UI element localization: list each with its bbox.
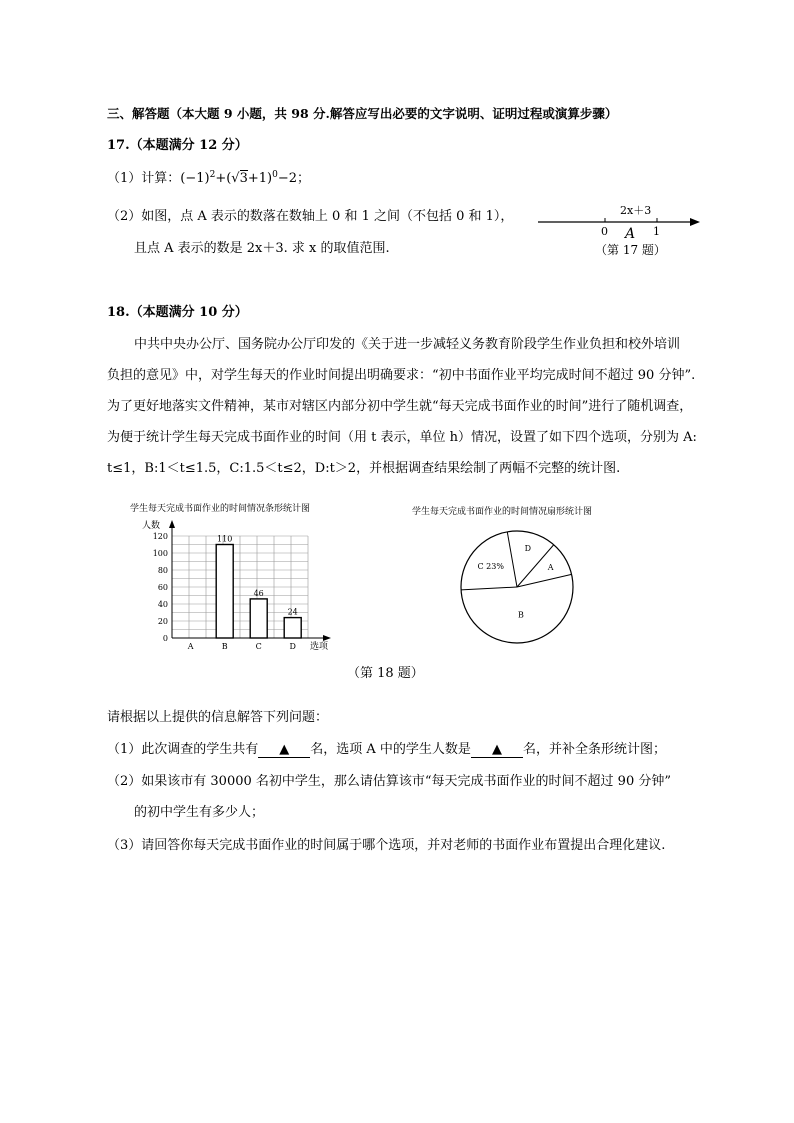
q18-sub2-line2: 的初中学生有多少人； — [134, 805, 265, 820]
q17-sqrt-num: 3 — [239, 171, 248, 186]
pie-label-b: B — [517, 610, 524, 620]
q18-sub1 — [107, 738, 666, 758]
sqrt-sign: √ — [231, 171, 240, 186]
y-tick-label: 120 — [152, 532, 168, 541]
q17-t3: +1) — [247, 171, 273, 186]
tick-label-0: 0 — [601, 225, 608, 238]
y-tick-label: 20 — [157, 617, 168, 626]
q17-figure-caption: （第 17 题） — [595, 243, 666, 257]
bar-chart-ylabel: 人数 — [142, 521, 161, 531]
y-tick-label: 60 — [157, 583, 168, 592]
answer-blank-a[interactable]: ▲ — [471, 743, 523, 758]
q17-t4: −2； — [277, 171, 311, 186]
q18-para-line5: t≤1，B:1＜t≤1.5，C:1.5＜t≤2，D:t＞2，并根据调查结果绘制了两幅不完整的统计图. — [107, 461, 621, 476]
pie-chart — [400, 500, 650, 650]
bar-data-label: 24 — [287, 607, 298, 617]
q17-part2-line2: 且点 A 表示的数是 2x＋3. 求 x 的取值范围. — [134, 241, 390, 256]
x-axis-arrow — [323, 635, 331, 641]
section-heading: 三、解答题（本大题 9 小题，共 98 分.解答应写出必要的文字说明、证明过程或演算步骤） — [107, 106, 618, 121]
q18-sub1-c: 名，并补全条形统计图； — [522, 742, 666, 757]
y-tick-label: 40 — [157, 600, 168, 609]
number-line-figure — [535, 200, 705, 262]
q17-t1: (−1) — [180, 171, 210, 186]
q18-figure-caption: （第 18 题） — [347, 666, 424, 681]
x-tick-label: B — [221, 642, 228, 651]
q18-sub2-line1: （2）如果该市有 30000 名初中学生，那么请估算该市“每天完成书面作业的时间不超过 90 分钟” — [107, 774, 671, 789]
q17-part1-label: （1）计算： — [107, 171, 181, 186]
bar-data-label: 110 — [217, 534, 233, 544]
q18-sub1-a: （1）此次调查的学生共有 — [107, 742, 259, 757]
q18-para-line3: 为了更好地落实文件精神，某市对辖区内部分初中学生就“每天完成书面作业的时间”进行了随机调查， — [107, 399, 693, 414]
q17-part2-line1: （2）如图，点 A 表示的数落在数轴上 0 和 1 之间（不包括 0 和 1）， — [107, 209, 514, 224]
pie-label-d: D — [524, 544, 531, 554]
q17-part1 — [107, 167, 310, 186]
y-axis-arrow — [169, 520, 175, 528]
y-tick-label: 100 — [152, 549, 168, 558]
bar-chart-xlabel: 选项 — [310, 642, 329, 652]
bar-d — [284, 618, 301, 638]
bar-b — [216, 545, 233, 639]
q17-header: 17.（本题满分 12 分） — [107, 138, 248, 153]
q17-e2: 0 — [272, 170, 278, 180]
number-line-arrow — [690, 218, 700, 226]
y-tick-label: 80 — [157, 566, 168, 575]
point-expr: 2x＋3 — [620, 204, 652, 217]
x-tick-label: A — [187, 642, 194, 651]
tick-label-1: 1 — [653, 225, 660, 238]
bar-chart-title: 学生每天完成书面作业的时间情况条形统计图 — [130, 504, 311, 514]
q18-sub3: （3）请回答你每天完成书面作业的时间属于哪个选项，并对老师的书面作业布置提出合理化建议. — [107, 838, 666, 853]
bar-chart — [115, 498, 355, 658]
bar-data-label: 46 — [253, 588, 264, 598]
q18-para-line4: 为便于统计学生每天完成书面作业的时间（用 t 表示，单位 h）情况，设置了如下四个选项，分别为 A: — [107, 430, 697, 445]
q17-t2: +( — [215, 171, 232, 186]
point-a-label: A — [625, 226, 636, 242]
q18-para-line2: 负担的意见》中，对学生每天的作业时间提出明确要求：“初中书面作业平均完成时间不超过 90 分钟”. — [107, 368, 696, 383]
pie-chart-title: 学生每天完成书面作业的时间情况扇形统计图 — [412, 507, 593, 517]
answer-blank-total[interactable]: ▲ — [258, 743, 310, 758]
y-tick-label: 0 — [162, 634, 168, 643]
pie-label-c: C 23% — [477, 562, 504, 572]
q18-para-line1: 中共中央办公厅、国务院办公厅印发的《关于进一步减轻义务教育阶段学生作业负担和校外培训 — [134, 337, 681, 352]
q18-sub1-b: 名，选项 A 中的学生人数是 — [310, 742, 471, 757]
q18-prompt: 请根据以上提供的信息解答下列问题： — [107, 710, 329, 725]
bar-c — [250, 599, 267, 638]
pie-label-a: A — [547, 562, 554, 572]
q18-header: 18.（本题满分 10 分） — [107, 305, 248, 320]
x-tick-label: C — [255, 642, 262, 651]
x-tick-label: D — [289, 642, 296, 651]
q17-e1: 2 — [209, 170, 216, 180]
